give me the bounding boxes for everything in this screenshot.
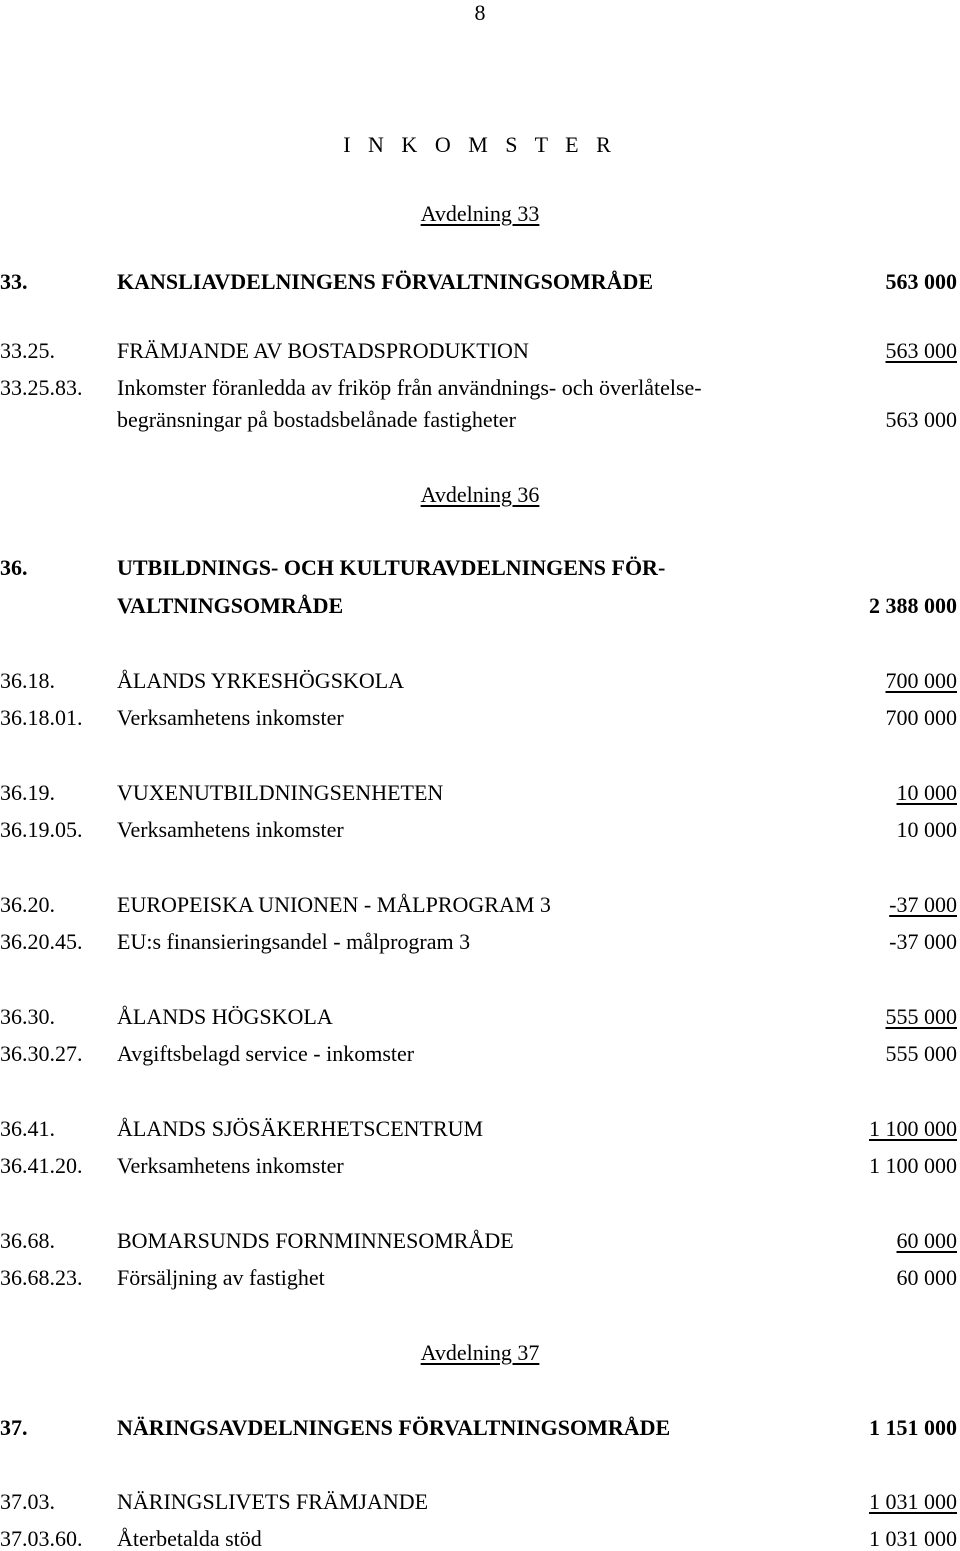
row-code: 33. [0, 269, 28, 294]
row-amount: 555 000 [885, 1041, 957, 1066]
row-code: 37.03. [0, 1489, 55, 1514]
row-amount: 1 100 000 [869, 1153, 957, 1178]
row-amount: 1 151 000 [869, 1415, 957, 1440]
row-amount: 10 000 [896, 817, 957, 842]
row-code: 36.41.20. [0, 1153, 83, 1178]
row-label: NÄRINGSAVDELNINGENS FÖRVALTNINGSOMRÅDE [117, 1415, 671, 1440]
row-label: Försäljning av fastighet [117, 1265, 325, 1290]
row-amount: 555 000 [885, 1004, 957, 1029]
row-amount: 1 100 000 [869, 1116, 957, 1141]
row-label: Verksamhetens inkomster [117, 817, 344, 842]
row-label: NÄRINGSLIVETS FRÄMJANDE [117, 1489, 429, 1514]
page-number: 8 [474, 0, 486, 25]
row-code: 33.25. [0, 338, 55, 363]
row-label: Verksamhetens inkomster [117, 1153, 344, 1178]
row-amount: 700 000 [885, 668, 957, 693]
row-label: FRÄMJANDE AV BOSTADSPRODUKTION [117, 338, 529, 363]
row-code: 36.18. [0, 668, 55, 693]
row-code: 36.30.27. [0, 1041, 83, 1066]
row-label: VUXENUTBILDNINGSENHETEN [117, 780, 444, 805]
row-code: 36.18.01. [0, 705, 83, 730]
department-heading-33: Avdelning 33 [420, 201, 540, 226]
row-label: ÅLANDS SJÖSÄKERHETSCENTRUM [117, 1116, 484, 1141]
row-amount: -37 000 [889, 892, 957, 917]
row-label: BOMARSUNDS FORNMINNESOMRÅDE [117, 1228, 514, 1253]
row-label: EU:s finansieringsandel - målprogram 3 [117, 929, 471, 954]
row-amount: 60 000 [896, 1228, 957, 1253]
row-label: Avgiftsbelagd service - inkomster [117, 1041, 415, 1066]
row-code: 36.30. [0, 1004, 55, 1029]
row-label: UTBILDNINGS- OCH KULTURAVDELNINGENS FÖR- [117, 555, 666, 580]
row-amount: 563 000 [885, 407, 957, 432]
row-amount: 700 000 [885, 705, 957, 730]
row-amount: 1 031 000 [869, 1489, 957, 1514]
row-code: 36.20.45. [0, 929, 83, 954]
row-label: Återbetalda stöd [117, 1526, 262, 1551]
row-code: 36.19.05. [0, 817, 83, 842]
row-amount: 563 000 [885, 338, 957, 363]
row-code: 36.68. [0, 1228, 55, 1253]
row-label: EUROPEISKA UNIONEN - MÅLPROGRAM 3 [117, 892, 551, 917]
row-amount: 60 000 [896, 1265, 957, 1290]
department-heading-37: Avdelning 37 [420, 1340, 540, 1365]
department-heading-36: Avdelning 36 [420, 482, 540, 507]
row-label: Inkomster föranledda av friköp från användnings- och överlåtelse- [117, 375, 702, 400]
row-label: KANSLIAVDELNINGENS FÖRVALTNINGSOMRÅDE [117, 269, 654, 294]
page-heading: I N K O M S T E R [343, 132, 617, 157]
row-amount: -37 000 [889, 929, 957, 954]
row-amount: 563 000 [885, 269, 957, 294]
row-code: 37.03.60. [0, 1526, 83, 1551]
row-code: 37. [0, 1415, 28, 1440]
row-label-continued: VALTNINGSOMRÅDE [117, 593, 344, 618]
row-label-continued: begränsningar på bostadsbelånade fastigheter [117, 407, 516, 432]
row-code: 33.25.83. [0, 375, 83, 400]
row-label: ÅLANDS YRKESHÖGSKOLA [117, 668, 405, 693]
row-amount: 2 388 000 [869, 593, 957, 618]
row-label: Verksamhetens inkomster [117, 705, 344, 730]
row-amount: 10 000 [896, 780, 957, 805]
row-code: 36.20. [0, 892, 55, 917]
row-code: 36.19. [0, 780, 55, 805]
row-label: ÅLANDS HÖGSKOLA [117, 1004, 333, 1029]
row-code: 36.68.23. [0, 1265, 83, 1290]
row-amount: 1 031 000 [869, 1526, 957, 1551]
row-code: 36. [0, 555, 28, 580]
row-code: 36.41. [0, 1116, 55, 1141]
